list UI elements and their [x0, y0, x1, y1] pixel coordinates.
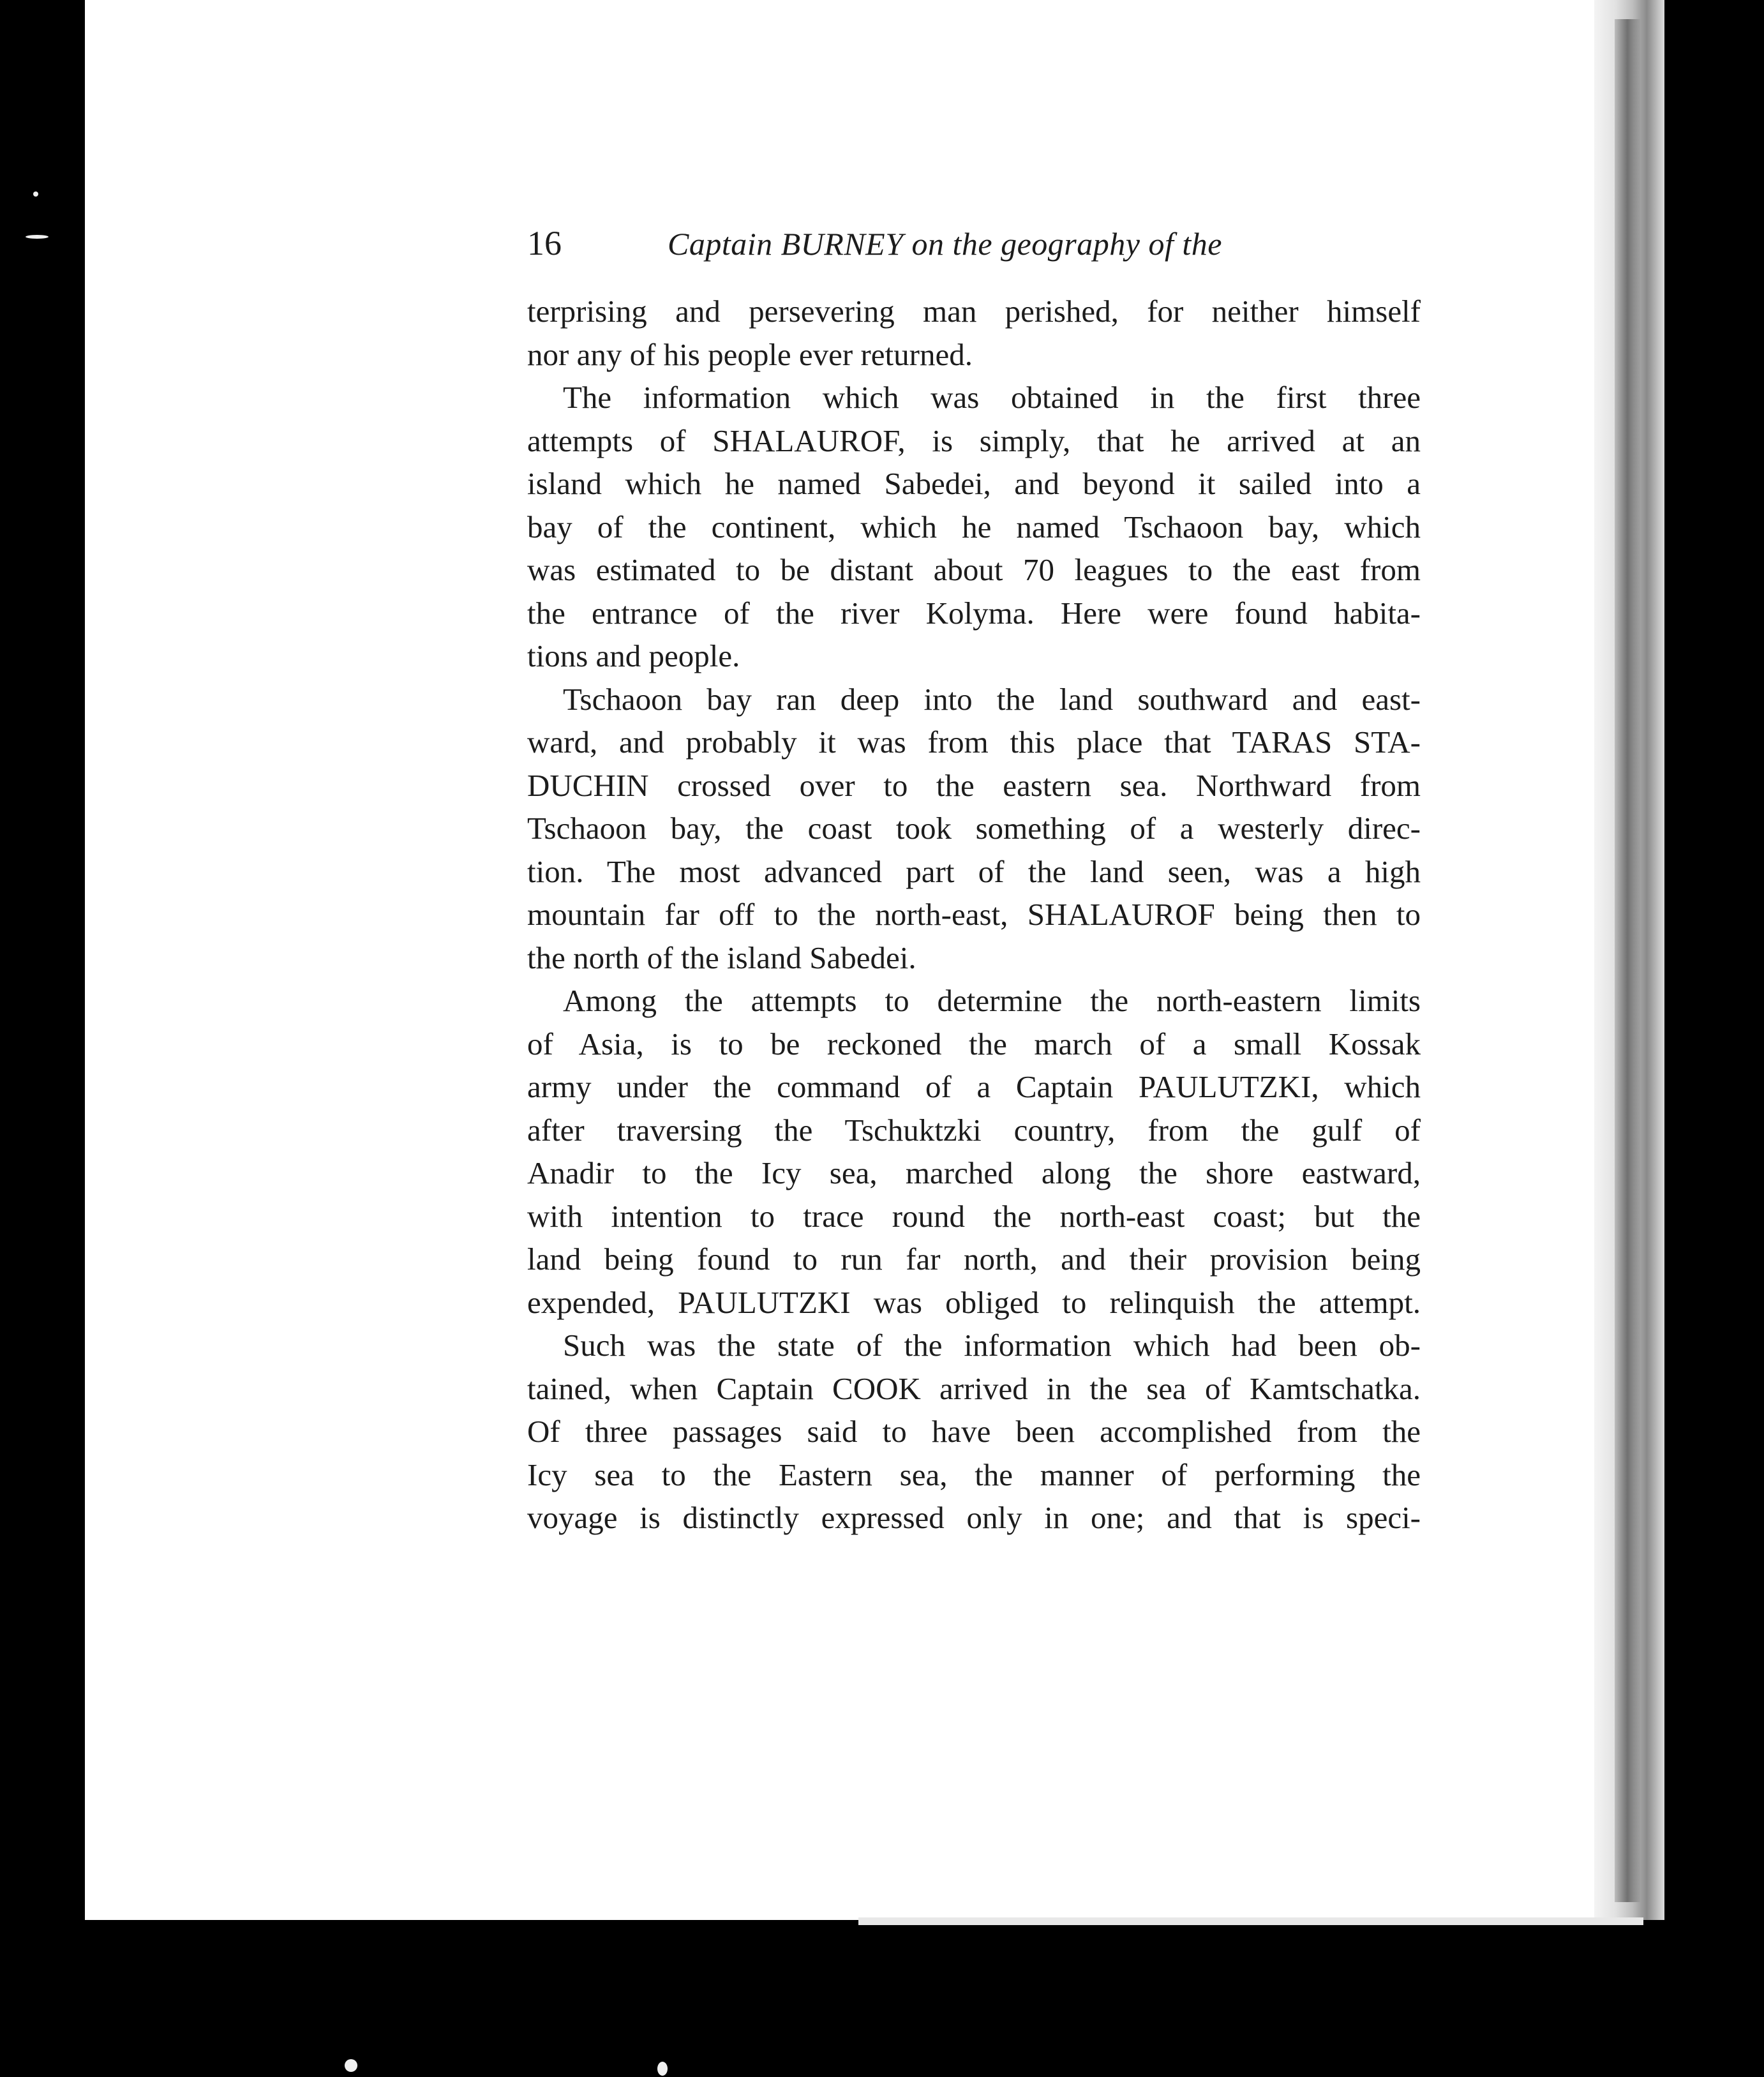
text-line: was estimated to be distant about 70 leagues to the east from	[527, 552, 1421, 587]
text-line: The information which was obtained in the first three	[563, 380, 1421, 415]
text-line: island which he named Sabedei, and beyond it sailed into a	[527, 466, 1421, 501]
text-line: DUCHIN crossed over to the eastern sea. Northward from	[527, 767, 1421, 803]
text-line: Tschaoon bay, the coast took something of a westerly direc-	[527, 811, 1421, 846]
text-line: the north of the island Sabedei.	[527, 940, 916, 975]
text-line: bay of the continent, which he named Tschaoon bay, which	[527, 509, 1421, 544]
text-line: attempts of SHALAUROF, is simply, that he arrived at an	[527, 423, 1421, 458]
text-line: after traversing the Tschuktzki country, from the gulf of	[527, 1112, 1421, 1148]
text-line: army under the command of a Captain PAULUTZKI, which	[527, 1069, 1421, 1104]
text-line: Icy sea to the Eastern sea, the manner of performing the	[527, 1457, 1421, 1492]
text-line: Of three passages said to have been accomplished from the	[527, 1414, 1421, 1449]
text-line: the entrance of the river Kolyma. Here were found habita-	[527, 595, 1421, 631]
text-line: Tschaoon bay ran deep into the land southward and east-	[563, 681, 1421, 717]
text-line: with intention to trace round the north-east coast; but the	[527, 1198, 1421, 1234]
text-line: voyage is distinctly expressed only in one; and that is speci-	[527, 1500, 1421, 1535]
text-line: Among the attempts to determine the north-eastern limits	[563, 983, 1421, 1018]
text-line: ward, and probably it was from this place that TARAS STA-	[527, 724, 1421, 760]
page-number: 16	[527, 224, 562, 262]
text-line: expended, PAULUTZKI was obliged to relinquish the attempt.	[527, 1284, 1421, 1320]
text-line: tions and people.	[527, 638, 740, 673]
running-title: Captain BURNEY on the geography of the	[668, 226, 1222, 262]
text-line: mountain far off to the north-east, SHALAUROF being then to	[527, 897, 1421, 932]
text-line: land being found to run far north, and their provision being	[527, 1241, 1421, 1277]
text-line: of Asia, is to be reckoned the march of a small Kossak	[527, 1026, 1421, 1061]
text-line: tained, when Captain COOK arrived in the sea of Kamtschatka.	[527, 1370, 1421, 1406]
text-line: nor any of his people ever returned.	[527, 336, 973, 372]
scan-speck	[657, 2062, 668, 2076]
scan-speck	[26, 235, 49, 239]
text-line: Anadir to the Icy sea, marched along the shore eastward,	[527, 1155, 1421, 1190]
text-line: tion. The most advanced part of the land seen, was a high	[527, 853, 1421, 889]
text-line: Such was the state of the information which had been ob-	[563, 1328, 1421, 1363]
scan-speck	[345, 2059, 357, 2072]
binding-shadow	[1615, 19, 1640, 1902]
running-header	[527, 223, 1421, 274]
page-bottom-edge	[858, 1917, 1643, 1925]
scan-speck	[33, 191, 38, 197]
text-line: terprising and persevering man perished, for neither himself	[527, 294, 1421, 329]
body-text	[527, 290, 1421, 1540]
page-content	[527, 223, 1421, 1540]
